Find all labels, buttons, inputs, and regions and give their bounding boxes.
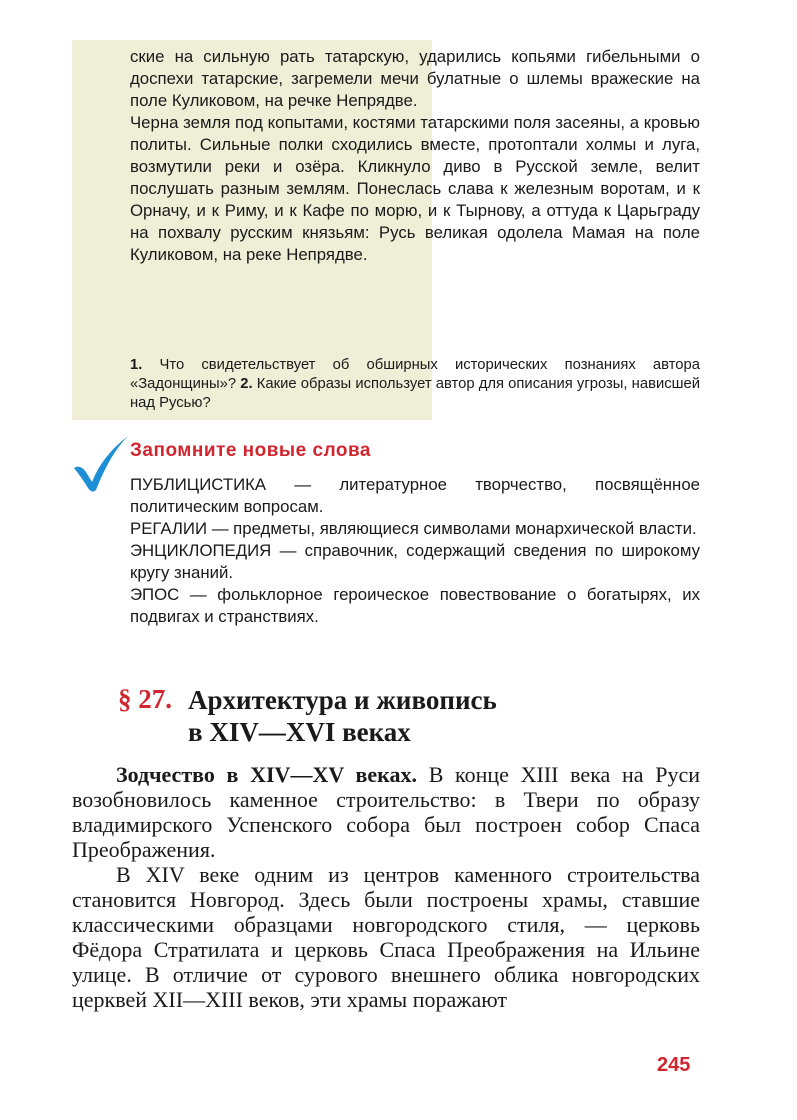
question-1-number: 1. [130,357,143,373]
question-2-number: 2. [240,376,253,392]
body-paragraph-1 [72,762,700,862]
body-text [72,762,700,1012]
vocab-item-encyclopedia: ЭНЦИКЛОПЕДИЯ — справочник, содержащий сведения по широкому кругу знаний. [130,541,700,582]
vocab-item-epos: ЭПОС — фольклорное героическое повествование о богатырях, их подвигах и странствиях. [130,585,700,626]
vocab-item-regalii: РЕГАЛИИ — предметы, являющиеся символами монархической власти. [130,519,697,538]
body-paragraph-2: В XIV веке одним из центров каменного строительства становится Новгород. Здесь были построены храмы, ставшие классическими образцами новгородского стиля, — церковь Фёдора Стратилата и церковь Спаса Преображения на Ильине улице. В отличие от сурового внешнего облика новгородских церквей XII—XIII веков, эти храмы поражают [72,862,700,1012]
page-number: 245 [657,1054,691,1076]
body-paragraph-1-text: В конце XIII века на Руси возобновилось каменное строительство: в Твери по образу владимирского Успенского собора был построен собор Спаса Преображения. [72,762,700,862]
quote-paragraph-1: ские на сильную рать татарскую, ударились копьями гибельными о доспехи татарские, загремели мечи булатные о шлемы вражеские на поле Куликовом, на речке Непрядве. [130,47,700,110]
quote-questions [130,356,700,413]
quote-paragraph-2: Черна земля под копытами, костями татарскими поля засеяны, а кровью политы. Сильные полки сходились вместе, протоптали холмы и луга, возмутили реки и озёра. Кликнуло диво в Русской земле, велит послушать разным землям. Понеслась слава к железным воротам, и к Орначу, и к Риму, и к Кафе по морю, и к Тырнову, а оттуда к Царьграду на похвалу русским князьям: Русь великая одолела Мамая на поле Куликовом, на реке Непрядве. [130,113,700,264]
checkmark-icon [70,434,130,494]
section-title [188,684,588,748]
quote-excerpt [130,46,700,266]
vocab-title: Запомните новые слова [130,440,371,461]
vocab-item-publicistika: ПУБЛИЦИСТИКА — литературное творчество, посвящённое политическим вопросам. [130,475,700,516]
question-1-text: Что свидетельствует об обширных исторических познаниях автора «Задонщины»? [130,357,700,392]
body-heading: Зодчество в XIV—XV веках. [116,762,417,787]
section-number: § 27. [118,684,172,714]
question-2-text: Какие образы использует автор для описания угрозы, нависшей над Русью? [130,376,700,411]
section-title-line-1: Архитектура и живопись [188,685,497,715]
section-title-line-2: в XIV—XVI веках [188,717,411,747]
vocab-list [130,474,700,628]
